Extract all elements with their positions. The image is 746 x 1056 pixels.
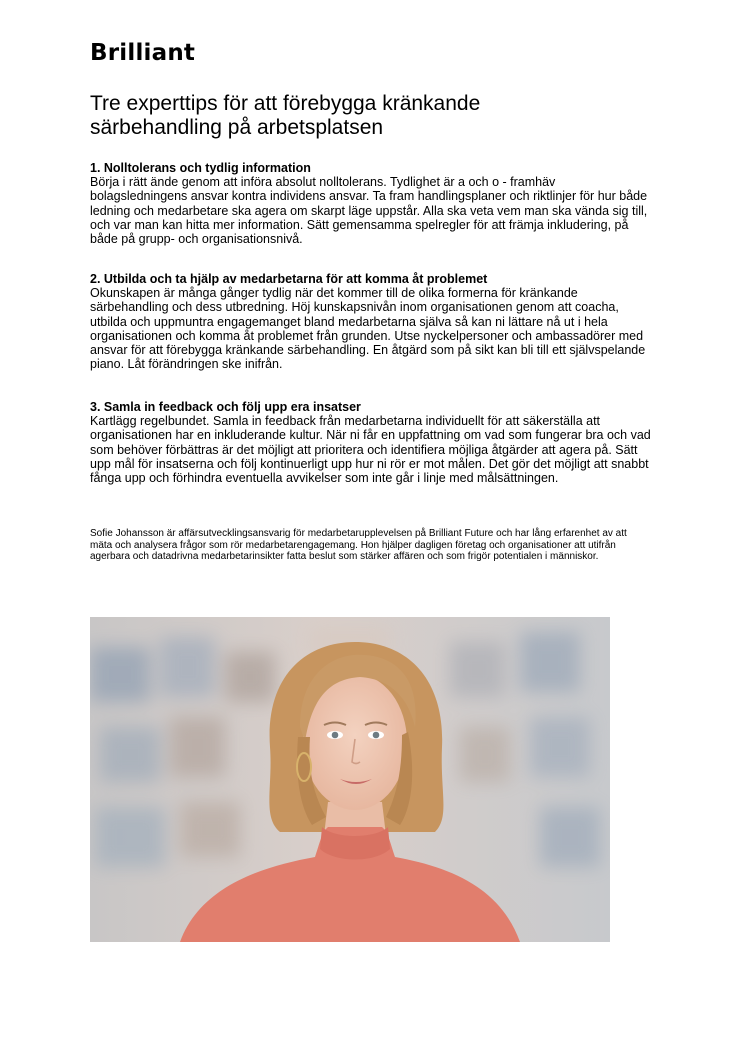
tip-body-1: Börja i rätt ände genom att införa absolut nolltolerans. Tydlighet är a och o - framhäv bolagsledningens ansvar kontra individens ansvar. Ta fram handlingsplaner och riktlinjer för hur både ledning och medarbetare ska agera om skarpt läge uppstår. Alla ska veta vem man ska vända sig till, och var man kan hitta mer information. Sätt gemensamma spelregler för att främja inkludering, på både på grupp- och organisationsnivå.	[90, 175, 648, 247]
tip-heading-2: 2. Utbilda och ta hjälp av medarbetarna för att komma åt problemet	[90, 272, 488, 286]
tip-body-3: Kartlägg regelbundet. Samla in feedback från medarbetarna individuellt för att säkerställa att organisationen har en inkluderande kultur. När ni får en uppfattning om vad som fungerar bra och vad som behöver förbättras är det möjligt att prioritera och identifiera möjliga åtgärder att agera på. Sätt upp mål för insatserna och följ kontinuerligt upp hur ni rör er mot målen. Det gör det möjligt att snabbt fånga upp och förhindra eventuella avvikelser som inte går i linje med målsättningen.	[90, 414, 651, 486]
portrait-photo	[90, 617, 610, 942]
portrait-illustration	[90, 617, 610, 942]
tip-section-2	[90, 272, 656, 371]
author-bio: Sofie Johansson är affärsutvecklingsansvarig för medarbetarupplevelsen på Brilliant Future och har lång erfarenhet av att mäta och analysera frågor som rör medarbetarengagemang. Hon hjälper dagligen företag och organisationer att utifrån agerbara och datadrivna medarbetarinsikter fatta beslut som stärker affären och som frigör potentialen i människor.	[90, 528, 627, 563]
tip-section-1	[90, 161, 656, 246]
tip-section-3	[90, 400, 656, 485]
brilliant-logo: Brilliant	[90, 40, 196, 66]
tip-body-2: Okunskapen är många gånger tydlig när det kommer till de olika formerna för kränkande särbehandling och dess utbredning. Höj kunskapsnivån inom organisationen genom att coacha, utbilda och uppmuntra engagemanget bland medarbetarna själva så kan ni lättare nå ut i hela organisationen och komma åt problemet från grunden. Utse nyckelpersoner och ambassadörer med ansvar för att förebygga kränkande särbehandling. En åtgärd som på sikt kan bli till ett självspelande piano. Låt förändringen ske inifrån.	[90, 286, 646, 372]
tip-heading-1: 1. Nolltolerans och tydlig information	[90, 161, 311, 175]
page-title: Tre experttips för att förebygga kränkande särbehandling på arbetsplatsen	[90, 92, 481, 139]
tip-heading-3: 3. Samla in feedback och följ upp era insatser	[90, 400, 361, 414]
